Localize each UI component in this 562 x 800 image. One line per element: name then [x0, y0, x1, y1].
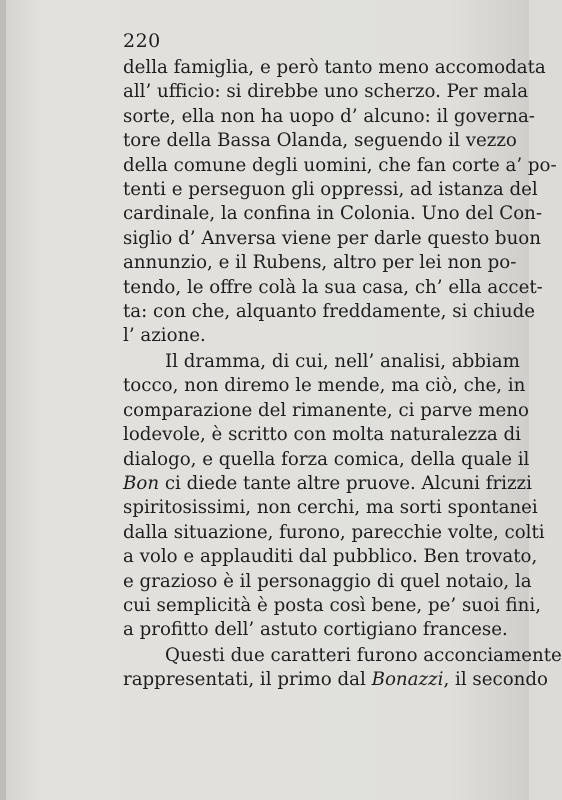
text-line: annunzio, e il Rubens, altro per lei non po-: [123, 252, 517, 274]
page-edge-shadow: [0, 0, 6, 800]
text-line-with-italic: [123, 472, 532, 496]
text-fragment: rappresentati, il primo dal: [123, 669, 366, 691]
page-number: 220: [123, 30, 161, 52]
text-line: all’ ufficio: si direbbe uno scherzo. Per mala: [123, 81, 529, 103]
text-line: e grazioso è il personaggio di quel notaio, la: [123, 570, 532, 592]
text-fragment: , il secondo: [443, 669, 548, 691]
paragraph-2: [123, 350, 545, 643]
text-line: l’ azione.: [123, 325, 206, 347]
text-line: cardinale, la confina in Colonia. Uno del Con-: [123, 203, 543, 225]
body-text: [123, 56, 562, 693]
text-line: della famiglia, e però tanto meno accomodata: [123, 57, 546, 78]
text-line: lodevole, è scritto con molta naturalezza di: [123, 424, 521, 446]
italic-name: Bonazzi: [371, 669, 444, 691]
text-line-with-italic: [123, 668, 548, 692]
text-line: della comune degli uomini, che fan corte a’ po-: [123, 154, 557, 176]
text-fragment: ci diede tante altre pruove. Alcuni frizzi: [164, 472, 532, 494]
text-line: tendo, le offre colà la sua casa, ch’ ella accet-: [123, 276, 543, 298]
italic-name: Bon: [123, 472, 160, 494]
text-line: ta: con che, alquanto freddamente, si chiude: [123, 301, 535, 323]
text-line: a profitto dell’ astuto cortigiano francese.: [123, 619, 508, 641]
text-line: dialogo, e quella forza comica, della quale il: [123, 448, 530, 470]
text-line: tocco, non diremo le mende, ma ciò, che, in: [123, 375, 526, 397]
text-line: comparazione del rimanente, ci parve meno: [123, 399, 529, 421]
text-line: tenti e perseguon gli oppressi, ad istanza del: [123, 179, 538, 201]
text-line: siglio d’ Anversa viene per darle questo buon: [123, 227, 541, 249]
text-line: Questi due caratteri furono acconciamente: [165, 644, 562, 666]
text-line: spiritosissimi, non cerchi, ma sorti spontanei: [123, 497, 538, 519]
text-line: cui semplicità è posta così bene, pe’ suoi fini,: [123, 594, 541, 616]
text-line: tore della Bassa Olanda, seguendo il vezzo: [123, 130, 517, 152]
text-line: a volo e applauditi dal pubblico. Ben trovato,: [123, 546, 538, 568]
text-line: sorte, ella non ha uopo d’ alcuno: il governa-: [123, 105, 535, 127]
text-line: Il dramma, di cui, nell’ analisi, abbiam: [165, 350, 520, 372]
text-line: dalla situazione, furono, parecchie volte, colti: [123, 521, 545, 543]
paragraph-3: [123, 644, 562, 693]
paragraph-1: [123, 56, 557, 349]
